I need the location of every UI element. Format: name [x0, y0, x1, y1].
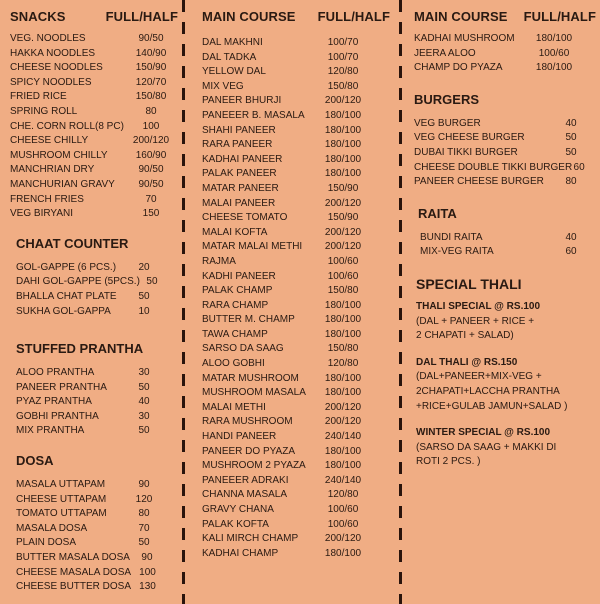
menu-item: [420, 231, 596, 246]
snacks-header: [10, 9, 178, 24]
item-name: BUNDI RAITA: [420, 231, 483, 243]
item-name: PANEER DO PYAZA: [202, 445, 295, 457]
price-label: FULL/HALF: [523, 9, 596, 24]
item-price: 180/100: [324, 314, 362, 326]
thali-list: [414, 300, 596, 470]
item-price: 100/60: [327, 504, 359, 515]
price-label: FULL/HALF: [317, 9, 390, 24]
thali-item-description: (DAL + PANEER + RICE +: [416, 315, 535, 327]
item-name: CHEESE BUTTER DOSA: [16, 581, 132, 593]
item-name: MALAI PANEER: [202, 197, 276, 209]
item-name: PALAK CHAMP: [202, 285, 273, 297]
item-price: 100/60: [327, 518, 359, 530]
menu-item: [202, 474, 390, 489]
menu-item: [16, 551, 178, 566]
item-price: 180/100: [324, 328, 362, 340]
item-name: ALOO GOBHI: [202, 358, 265, 370]
item-name: HANDI PANEER: [202, 431, 277, 443]
menu-item: [202, 255, 390, 270]
item-price: 180/100: [324, 445, 362, 457]
menu-item: [10, 207, 178, 222]
menu-item: [16, 493, 178, 508]
menu-item: [16, 381, 178, 396]
menu-item: [16, 290, 178, 305]
column-right: [414, 0, 596, 482]
dashed-divider-left: [182, 0, 185, 604]
menu-item: [202, 109, 390, 124]
main-course-list-2: [414, 32, 596, 76]
menu-item: [202, 240, 390, 255]
item-price: 90: [141, 552, 153, 564]
item-price: 50: [565, 132, 577, 144]
item-name: RARA CHAMP: [202, 299, 269, 311]
menu-item: [16, 424, 178, 439]
item-price: 200/120: [324, 533, 362, 545]
item-name: GOBHI PRANTHA: [16, 410, 99, 422]
thali-title: SPECIAL THALI: [416, 275, 522, 292]
item-name: CHEESE CHILLY: [10, 135, 89, 147]
item-price: 240/140: [324, 431, 362, 443]
dosa-title: DOSA: [16, 453, 54, 469]
price-label: FULL/HALF: [105, 9, 178, 24]
menu-item: [202, 459, 390, 474]
menu-item: [202, 372, 390, 387]
item-price: 30: [138, 410, 150, 422]
item-name: MATAR PANEER: [202, 182, 279, 194]
chaat-list: [10, 261, 178, 319]
item-price: 120: [135, 493, 153, 505]
menu-item: [10, 163, 178, 178]
menu-item: [202, 313, 390, 328]
item-name: KADHAI CHAMP: [202, 547, 279, 559]
item-price: 120/70: [135, 76, 167, 88]
menu-item: [202, 124, 390, 139]
item-name: DAL MAKHNI: [202, 37, 263, 48]
menu-item: [10, 90, 178, 105]
item-price: 100: [139, 566, 156, 578]
menu-item: [16, 507, 178, 522]
item-name: VEG. NOODLES: [10, 33, 86, 44]
item-name: RAJMA: [202, 255, 236, 267]
item-name: PALAK PANEER: [202, 168, 277, 180]
item-price: 150/80: [135, 91, 167, 103]
menu-item: [10, 47, 178, 62]
item-price: 200/120: [324, 401, 362, 413]
item-name: PALAK KOFTA: [202, 518, 269, 530]
chaat-title: CHAAT COUNTER: [16, 235, 129, 251]
thali-item-description: (DAL+PANEER+MIX-VEG +: [416, 371, 542, 383]
item-name: MATAR MALAI METHI: [202, 241, 303, 253]
prantha-title: STUFFED PRANTHA: [16, 341, 144, 357]
menu-item: [10, 193, 178, 208]
item-name: MASALA UTTAPAM: [16, 479, 106, 491]
item-name: MASALA DOSA: [16, 522, 88, 534]
item-name: JEERA ALOO: [414, 47, 476, 59]
item-name: SPRING ROLL: [10, 105, 78, 117]
raita-title: RAITA: [418, 205, 457, 221]
item-name: DUBAI TIKKI BURGER: [414, 146, 518, 158]
item-price: 50: [138, 290, 150, 302]
item-name: MUSHROOM CHILLY: [10, 149, 108, 161]
item-price: 180/100: [324, 547, 362, 559]
dosa-list: [10, 478, 178, 595]
item-name: RARA PANEER: [202, 139, 273, 151]
snacks-list: [10, 32, 178, 222]
item-price: 120/80: [327, 489, 359, 501]
item-name: RARA MUSHROOM: [202, 416, 293, 428]
menu-item: [202, 445, 390, 460]
item-price: 10: [138, 305, 150, 317]
menu-item: [202, 138, 390, 153]
menu-item: [16, 536, 178, 551]
item-price: 150/80: [327, 285, 359, 297]
item-price: 100/70: [327, 51, 359, 63]
menu-item: [16, 261, 178, 276]
item-price: 90/50: [138, 178, 164, 190]
thali-item-description: ROTI 2 PCS. ): [416, 456, 481, 468]
thali-item-title: THALI SPECIAL @ RS.100: [416, 300, 541, 312]
burgers-title: BURGERS: [414, 91, 480, 107]
menu-item: [414, 47, 596, 62]
thali-item: [416, 356, 596, 414]
menu-item: [202, 226, 390, 241]
item-name: TAWA CHAMP: [202, 328, 268, 340]
item-price: 150/80: [327, 80, 359, 92]
menu-item: [202, 299, 390, 314]
item-name: MANCHURIAN GRAVY: [10, 178, 115, 190]
menu-item: [202, 547, 390, 562]
thali-item-title: DAL THALI @ RS.150: [416, 356, 518, 368]
item-name: MIX PRANTHA: [16, 425, 85, 437]
item-name: SUKHA GOL-GAPPA: [16, 305, 111, 317]
item-price: 100/60: [327, 255, 359, 267]
section-title: MAIN COURSE: [202, 9, 296, 24]
item-name: MUSHROOM MASALA: [202, 387, 306, 399]
item-price: 50: [138, 381, 150, 393]
item-name: KADHI PANEER: [202, 270, 276, 282]
item-name: BHALLA CHAT PLATE: [16, 290, 117, 302]
menu-item: [202, 386, 390, 401]
item-price: 150/90: [135, 62, 167, 74]
menu-item: [202, 401, 390, 416]
menu-item: [10, 61, 178, 76]
item-price: 60: [565, 246, 577, 258]
item-name: MATAR MUSHROOM: [202, 372, 299, 384]
item-price: 90/50: [138, 164, 164, 176]
item-name: MALAI METHI: [202, 401, 266, 413]
column-middle: [200, 0, 390, 561]
item-name: CHEESE UTTAPAM: [16, 493, 107, 505]
menu-item: [16, 366, 178, 381]
menu-item: [202, 65, 390, 80]
item-name: PANEER BHURJI: [202, 95, 282, 107]
item-price: 200/120: [324, 95, 362, 107]
menu-item: [414, 175, 596, 190]
item-name: CHEESE NOODLES: [10, 62, 103, 74]
menu-item: [10, 149, 178, 164]
menu-item: [10, 120, 178, 135]
item-price: 100/60: [538, 47, 570, 59]
item-name: PANEER CHEESE BURGER: [414, 176, 544, 188]
item-price: 150: [142, 208, 160, 220]
item-name: FRIED RICE: [10, 91, 67, 103]
item-name: SHAHI PANEER: [202, 124, 276, 136]
item-price: 150/90: [327, 182, 359, 194]
item-price: 180/100: [324, 387, 362, 399]
prantha-list: [10, 366, 178, 439]
menu-item: [202, 80, 390, 95]
item-price: 180/100: [324, 460, 362, 472]
menu-item: [16, 522, 178, 537]
item-price: 120/80: [327, 358, 359, 370]
menu-item: [414, 32, 596, 47]
item-price: 100: [142, 120, 160, 132]
thali-item-description: +RICE+GULAB JAMUN+SALAD ): [416, 400, 568, 412]
menu-item: [202, 357, 390, 372]
item-price: 40: [138, 396, 150, 408]
thali-item-description: 2 CHAPATI + SALAD): [416, 330, 514, 342]
item-name: KALI MIRCH CHAMP: [202, 533, 299, 545]
section-title: MAIN COURSE: [414, 9, 508, 24]
item-name: VEG BURGER: [414, 117, 481, 129]
menu-item: [202, 51, 390, 66]
menu-item: [414, 161, 596, 176]
item-name: CHEESE TOMATO: [202, 212, 288, 224]
thali-item-title: WINTER SPECIAL @ RS.100: [416, 427, 551, 439]
thali-item: [416, 426, 596, 470]
menu-item: [202, 532, 390, 547]
menu-item: [10, 32, 178, 47]
thali-item-description: 2CHAPATI+LACCHA PRANTHA: [416, 385, 560, 397]
item-price: 160/90: [135, 149, 167, 161]
item-price: 200/120: [324, 241, 362, 253]
menu-item: [202, 211, 390, 226]
item-name: YELLOW DAL: [202, 66, 266, 78]
menu-item: [202, 415, 390, 430]
menu-item: [202, 430, 390, 445]
item-name: MUSHROOM 2 PYAZA: [202, 460, 306, 472]
item-name: SPICY NOODLES: [10, 76, 92, 88]
item-name: SARSO DA SAAG: [202, 343, 284, 355]
item-name: GOL-GAPPE (6 PCS.): [16, 261, 117, 273]
dashed-divider-right: [399, 0, 402, 604]
item-price: 180/100: [324, 124, 362, 136]
menu-item: [202, 342, 390, 357]
column-left: [10, 0, 178, 595]
main-course-header: [202, 9, 390, 24]
main-course-header-2: [414, 9, 596, 24]
item-name: CHEESE MASALA DOSA: [16, 566, 132, 578]
menu-item: [414, 61, 596, 76]
item-price: 120/80: [327, 66, 359, 78]
item-price: 180/100: [535, 33, 573, 44]
item-name: HAKKA NOODLES: [10, 47, 96, 59]
menu-item: [16, 410, 178, 425]
menu-item: [202, 284, 390, 299]
item-price: 30: [138, 367, 150, 379]
menu-item: [202, 182, 390, 197]
menu-item: [414, 117, 596, 132]
item-price: 50: [138, 537, 150, 549]
item-price: 60: [573, 161, 585, 173]
item-price: 100/70: [327, 37, 359, 48]
menu-item: [10, 76, 178, 91]
menu-item: [202, 503, 390, 518]
item-name: MIX-VEG RAITA: [420, 246, 494, 258]
item-price: 20: [138, 261, 150, 273]
menu-item: [10, 178, 178, 193]
item-name: BUTTER M. CHAMP: [202, 314, 295, 326]
menu-item: [202, 197, 390, 212]
item-price: 80: [145, 105, 157, 117]
item-price: 40: [565, 117, 577, 129]
menu-item: [16, 305, 178, 320]
menu-item: [202, 36, 390, 51]
item-price: 50: [138, 425, 150, 437]
item-price: 180/100: [535, 62, 573, 74]
item-price: 40: [565, 231, 577, 243]
item-name: VEG CHEESE BURGER: [414, 132, 525, 144]
main-course-list: [200, 36, 390, 561]
menu-item: [16, 580, 178, 595]
menu-item: [202, 167, 390, 182]
item-price: 90: [138, 479, 150, 491]
item-name: PLAIN DOSA: [16, 537, 77, 549]
menu-item: [202, 153, 390, 168]
item-name: CHEESE DOUBLE TIKKI BURGER: [414, 161, 573, 173]
item-price: 180/100: [324, 299, 362, 311]
item-name: PANEEER ADRAKI: [202, 474, 289, 486]
item-price: 240/140: [324, 474, 362, 486]
burgers-list: [414, 117, 596, 190]
item-name: FRENCH FRIES: [10, 193, 84, 205]
menu-item: [202, 328, 390, 343]
item-price: 80: [565, 176, 577, 188]
item-name: DAHI GOL-GAPPE (5PCS.): [16, 276, 140, 288]
item-name: PANEER PRANTHA: [16, 381, 107, 393]
menu-item: [202, 518, 390, 533]
item-name: MANCHRIAN DRY: [10, 164, 95, 176]
thali-item: [416, 300, 596, 344]
item-price: 140/90: [135, 47, 167, 59]
item-price: 200/120: [132, 135, 170, 147]
item-name: MIX VEG: [202, 80, 244, 92]
menu-item: [16, 566, 178, 581]
thali-item-description: (SARSO DA SAAG + MAKKI DI: [416, 441, 557, 453]
menu-item: [10, 134, 178, 149]
item-price: 180/100: [324, 153, 362, 165]
item-price: 200/120: [324, 416, 362, 428]
item-price: 180/100: [324, 372, 362, 384]
item-name: ALOO PRANTHA: [16, 367, 95, 379]
item-price: 130: [139, 581, 156, 593]
item-name: TOMATO UTTAPAM: [16, 508, 107, 520]
item-name: PYAZ PRANTHA: [16, 396, 92, 408]
menu-item: [16, 478, 178, 493]
menu-item: [414, 146, 596, 161]
item-price: 80: [138, 508, 150, 520]
item-name: CHAMP DO PYAZA: [414, 62, 503, 74]
item-price: 70: [138, 522, 150, 534]
item-price: 180/100: [324, 168, 362, 180]
item-name: PANEEER B. MASALA: [202, 109, 305, 121]
menu-item: [10, 105, 178, 120]
item-price: 180/100: [324, 139, 362, 151]
item-name: KADHAI MUSHROOM: [414, 33, 515, 44]
menu-item: [202, 488, 390, 503]
menu-item: [16, 395, 178, 410]
menu-item: [420, 245, 596, 260]
item-name: DAL TADKA: [202, 51, 257, 63]
raita-list: [414, 231, 596, 260]
menu-item: [202, 270, 390, 285]
item-price: 90/50: [138, 33, 164, 44]
item-price: 180/100: [324, 109, 362, 121]
item-name: BUTTER MASALA DOSA: [16, 552, 130, 564]
item-name: MALAI KOFTA: [202, 226, 268, 238]
item-price: 200/120: [324, 197, 362, 209]
item-price: 200/120: [324, 226, 362, 238]
item-price: 150/80: [327, 343, 359, 355]
section-title: SNACKS: [10, 9, 66, 24]
menu-item: [16, 275, 178, 290]
menu-item: [202, 94, 390, 109]
item-price: 150/90: [327, 212, 359, 224]
item-name: KADHAI PANEER: [202, 153, 283, 165]
item-name: CHANNA MASALA: [202, 489, 288, 501]
item-price: 100/60: [327, 270, 359, 282]
item-price: 70: [145, 193, 157, 205]
item-price: 50: [146, 276, 158, 288]
item-price: 50: [565, 146, 577, 158]
item-name: CHE. CORN ROLL(8 PC): [10, 120, 124, 132]
menu-item: [414, 131, 596, 146]
item-name: VEG BIRYANI: [10, 208, 73, 220]
item-name: GRAVY CHANA: [202, 504, 274, 515]
